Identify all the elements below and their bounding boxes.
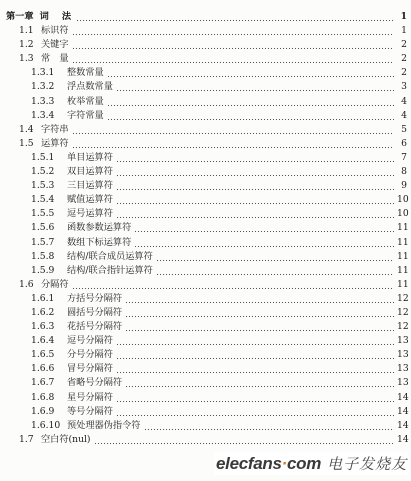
toc-entry-title: 结构/联合成员运算符 [67,250,153,262]
dot-leader [125,378,394,388]
toc-entry [0,22,411,36]
toc-entry [0,36,411,50]
toc-entry-number: 第一章 [6,11,34,22]
toc-entry-title: 字符串 [41,123,69,135]
table-of-contents [0,6,411,445]
toc-entry-number: 1.5.1 [31,151,55,163]
dot-leader [116,181,394,191]
toc-entry-title: 结构/联合指针运算符 [67,264,153,276]
toc-entry [0,64,411,78]
dot-leader [72,54,394,64]
toc-entry-page-number: 3 [401,81,407,93]
toc-entry-title: 字符常量 [67,109,104,121]
toc-entry-page-number: 13 [397,363,409,375]
toc-entry [0,219,411,233]
toc-entry-page-number: 1 [401,25,407,37]
toc-entry-title: 关键字 [41,39,69,51]
dot-leader [72,139,394,149]
toc-entry [0,149,411,163]
dot-leader [116,407,394,417]
toc-entry-title: 词 法 [39,11,74,22]
toc-entry [0,262,411,276]
toc-entry-number: 1.3.4 [31,109,55,121]
toc-entry-title: 花括号分隔符 [67,321,123,333]
toc-entry [0,417,411,431]
toc-entry-number: 1.5.3 [31,180,55,192]
toc-entry-page-number: 13 [397,335,409,347]
dot-leader [107,68,394,78]
toc-entry-title: 单目运算符 [67,151,113,163]
toc-entry [0,388,411,402]
toc-entry-title: 三目运算符 [67,180,113,192]
toc-entry-number: 1.6.7 [31,377,55,389]
toc-entry [0,163,411,177]
toc-entry-title: 整数常量 [67,67,104,79]
toc-entry-title: 预处理器伪指令符 [67,419,141,431]
toc-chapter-entry [0,6,411,22]
dot-leader [116,153,394,163]
toc-entry-page-number: 10 [397,208,409,220]
toc-entry-page-number: 13 [397,349,409,361]
toc-entry [0,403,411,417]
toc-entry-title: 省略号分隔符 [67,377,123,389]
dot-leader [107,111,394,121]
toc-entry-title: 常 量 [41,53,69,65]
toc-entry [0,276,411,290]
toc-entry-page-number: 14 [397,433,409,445]
toc-entry-number: 1.6.1 [31,292,55,304]
toc-entry-page-number: 12 [397,321,409,333]
toc-entry-page-number: 2 [401,53,407,65]
toc-entry-number: 1.5.6 [31,222,55,234]
toc-entry-title: 星号分隔符 [67,391,113,403]
dot-leader [125,294,394,304]
toc-entry-title: 双目运算符 [67,166,113,178]
toc-entry-title: 空白符(nul) [41,433,91,445]
toc-entry-number: 1.5.4 [31,194,55,206]
toc-entry-number: 1.5.5 [31,208,55,220]
toc-entry-page-number: 9 [401,180,407,192]
toc-entry-number: 1.6.10 [31,419,61,431]
toc-entry-number: 1.6.9 [31,405,55,417]
toc-entry-number: 1.6 [19,278,34,290]
toc-entry-number: 1.3.3 [31,95,55,107]
toc-entry-page-number: 8 [401,166,407,178]
toc-entry-title: 方括号分隔符 [67,292,123,304]
toc-entry-title: 枚举常量 [67,95,104,107]
toc-entry [0,107,411,121]
toc-entry-page-number: 14 [397,391,409,403]
dot-leader [116,350,394,360]
toc-entry-page-number: 2 [401,67,407,79]
toc-entry [0,121,411,135]
toc-entry-page-number: 12 [397,292,409,304]
toc-entry-page-number: 7 [401,151,407,163]
toc-entry-title: 分号分隔符 [67,349,113,361]
dot-leader [72,26,394,36]
toc-entry [0,374,411,388]
toc-entry-page-number: 14 [397,419,409,431]
toc-entry-number: 1.2 [19,39,34,51]
toc-entry [0,135,411,149]
toc-entry-number: 1.5.7 [31,236,55,248]
toc-entry-page-number: 11 [397,222,409,234]
toc-entry-page-number: 11 [397,236,409,248]
toc-entry-title: 等号分隔符 [67,405,113,417]
toc-entry [0,431,411,445]
dot-leader [116,195,394,205]
toc-entry [0,50,411,64]
dot-leader [156,266,394,276]
dot-leader [76,12,394,22]
toc-entry-title: 标识符 [41,25,69,37]
toc-entry-title: 赋值运算符 [67,194,113,206]
dot-leader [116,364,394,374]
toc-entry [0,332,411,346]
toc-entry-number: 1.6.8 [31,391,55,403]
dot-leader [116,393,394,403]
toc-entry-number: 1.5.2 [31,166,55,178]
dot-leader [72,125,394,135]
toc-entry-page-number: 6 [401,137,407,149]
toc-entry-page-number: 4 [401,109,407,121]
toc-entry [0,290,411,304]
toc-entry-page-number: 11 [397,264,409,276]
dot-leader [125,308,394,318]
dot-leader [116,336,394,346]
toc-entry-title: 冒号分隔符 [67,363,113,375]
toc-entry-title: 圆括号分隔符 [67,306,123,318]
toc-entry-page-number: 11 [397,250,409,262]
watermark-logo: elecfans·com [216,453,322,473]
toc-entry-number: 1.7 [19,433,34,445]
toc-entry-number: 1.4 [19,123,34,135]
toc-entry-number: 1.3 [19,53,34,65]
toc-entry-title: 运算符 [41,137,69,149]
toc-entry-number: 1.5.8 [31,250,55,262]
toc-entry-title: 浮点数常量 [67,81,113,93]
dot-leader [94,435,394,445]
toc-entry-number: 1.6.4 [31,335,55,347]
toc-entry-page-number: 5 [401,123,407,135]
toc-entry-title: 分隔符 [41,278,69,290]
toc-entry-page-number: 11 [397,278,409,290]
toc-entry-number: 1.6.5 [31,349,55,361]
toc-entry-title: 函数参数运算符 [67,222,132,234]
toc-entry-page-number: 13 [397,377,409,389]
dot-leader [134,238,394,248]
toc-entry-title: 逗号分隔符 [67,335,113,347]
toc-entry-number: 1.3.1 [31,67,55,79]
watermark-chinese-text: 电子发烧友 [327,455,408,473]
dot-leader [72,40,394,50]
toc-entry [0,360,411,374]
dot-leader [116,209,394,219]
dot-leader [156,252,394,262]
toc-entry-number: 1.6.2 [31,306,55,318]
toc-entry-number: 1.5.9 [31,264,55,276]
toc-entry-page-number: 12 [397,306,409,318]
toc-entry-page-number: 1 [400,11,407,22]
toc-entry [0,304,411,318]
dot-leader [144,421,395,431]
toc-entry-number: 1.1 [19,25,34,37]
toc-entry-page-number: 4 [401,95,407,107]
toc-entry [0,92,411,106]
toc-entry [0,177,411,191]
toc-entry [0,346,411,360]
toc-entry-number: 1.6.6 [31,363,55,375]
toc-entry [0,248,411,262]
dot-leader [72,280,394,290]
toc-entry [0,205,411,219]
dot-leader [125,322,394,332]
toc-entry-title: 逗号运算符 [67,208,113,220]
watermark [214,452,409,475]
toc-entry-page-number: 14 [397,405,409,417]
toc-entry [0,233,411,247]
dot-leader [134,223,394,233]
dot-leader [107,97,394,107]
toc-entry [0,78,411,92]
toc-entry [0,318,411,332]
toc-entry-number: 1.6.3 [31,321,55,333]
toc-entry [0,191,411,205]
toc-entry-page-number: 10 [397,194,409,206]
dot-leader [116,82,394,92]
dot-leader [116,167,394,177]
toc-entry-number: 1.5 [19,137,34,149]
toc-entry-number: 1.3.2 [31,81,55,93]
toc-entry-page-number: 2 [401,39,407,51]
toc-entry-title: 数组下标运算符 [67,236,132,248]
